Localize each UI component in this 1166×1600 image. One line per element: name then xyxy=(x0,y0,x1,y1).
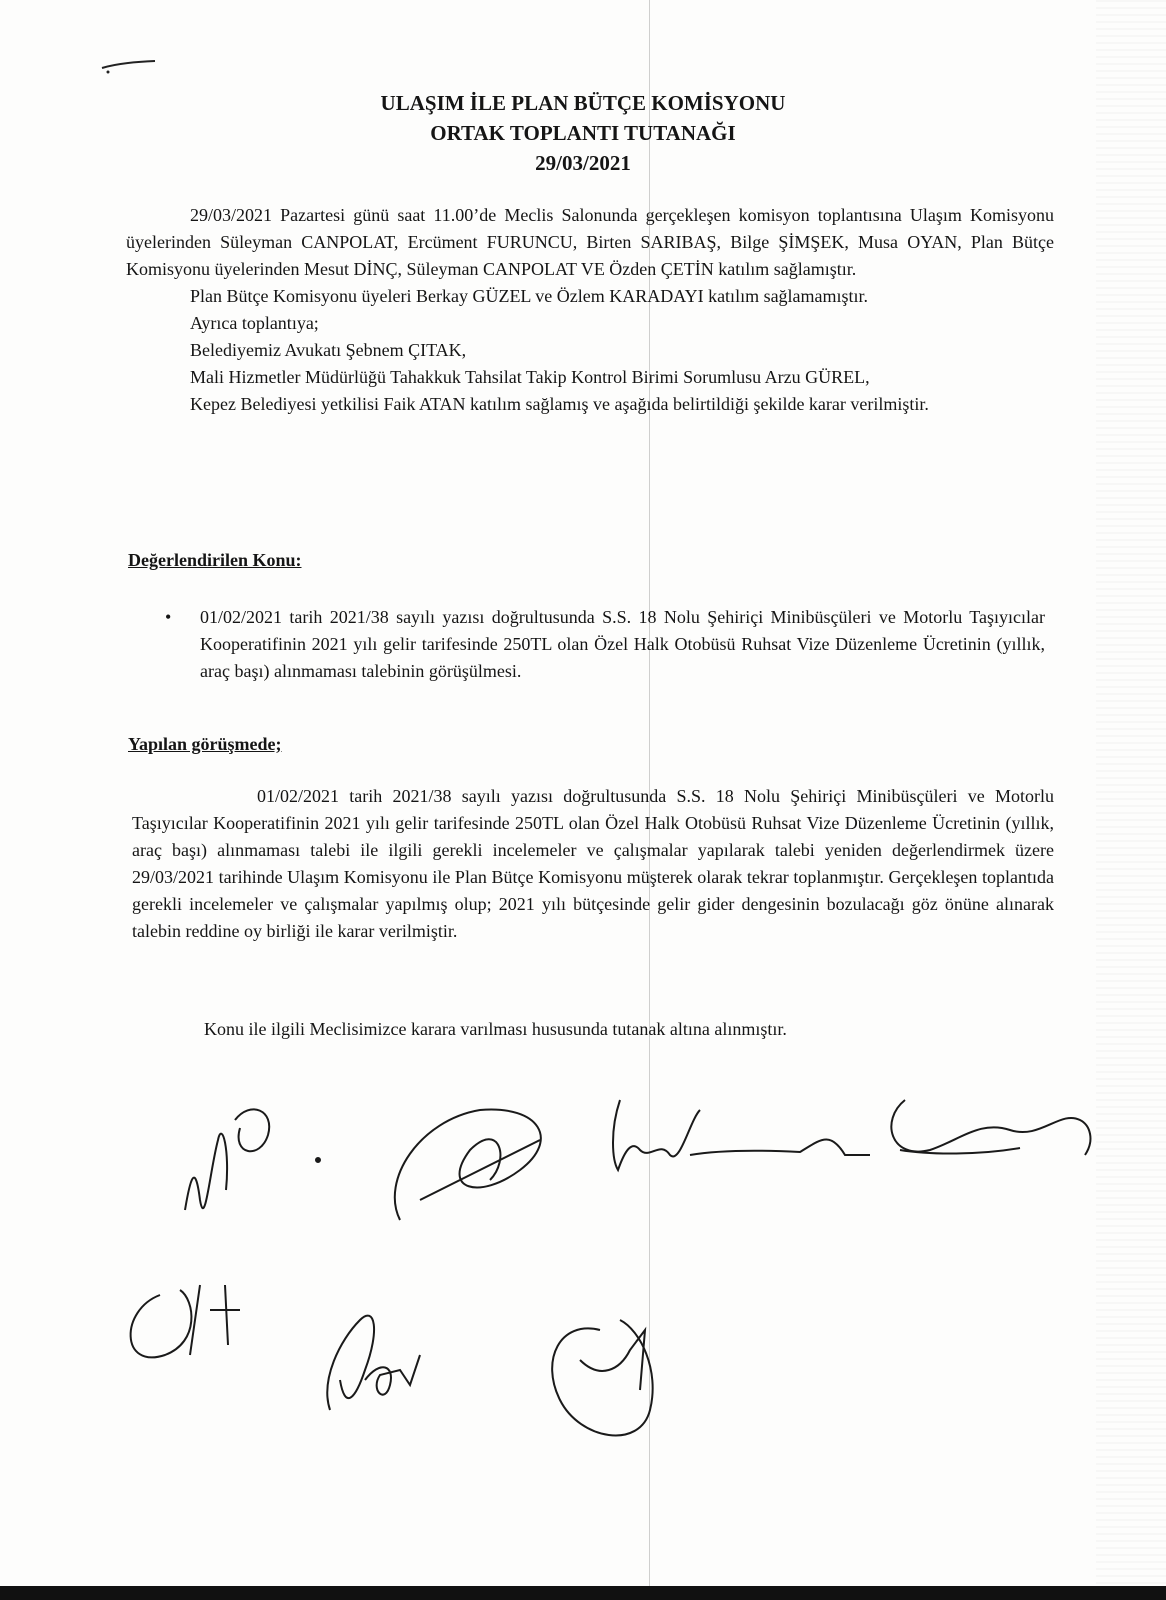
discussion-heading: Yapılan görüşmede; xyxy=(128,734,282,754)
corner-scribble-icon xyxy=(100,58,180,78)
signature-5-icon xyxy=(131,1285,240,1357)
document-header xyxy=(0,88,1166,178)
intro-paragraph-1: 29/03/2021 Pazartesi günü saat 11.00’de Meclis Salonunda gerçekleşen komisyon toplantısına Ulaşım Komisyonu üyelerinden Süleyman CANPOLAT, Ercüment FURUNCU, Birten SARIBAŞ, Bilge ŞİMŞEK, Musa OYAN, Plan Bütçe Komisyonu üyelerinden Mesut DİNÇ, Süleyman CANPOLAT VE Özden ÇETİN katılım sağlamıştır. xyxy=(126,205,1054,279)
intro-paragraph-6: Kepez Belediyesi yetkilisi Faik ATAN katılım sağlamış ve aşağıda belirtildiği şekilde karar verilmiştir. xyxy=(190,394,929,414)
topic-heading: Değerlendirilen Konu: xyxy=(128,550,302,570)
signature-6-icon xyxy=(327,1316,420,1410)
signature-3-icon xyxy=(613,1100,870,1170)
signature-2-icon xyxy=(395,1110,541,1220)
signature-4-icon xyxy=(891,1100,1090,1155)
header-title-line2: ORTAK TOPLANTI TUTANAĞI xyxy=(430,121,736,145)
signature-1-icon xyxy=(185,1109,320,1210)
topic-bullet-item xyxy=(165,604,1045,685)
topic-bullet-text: 01/02/2021 tarih 2021/38 sayılı yazısı doğrultusunda S.S. 18 Nolu Şehiriçi Minibüsçüleri ve Motorlu Taşıyıcılar Kooperatifinin 2021 yılı gelir tarifesinde 250TL olan Özel Halk Otobüsü Ruhsat Vize Düzenleme Ücretinin (yıllık, araç başı) alınmaması talebinin görüşülmesi. xyxy=(200,607,1045,681)
intro-paragraph-4: Belediyemiz Avukatı Şebnem ÇITAK, xyxy=(190,340,467,360)
intro-paragraph-3: Ayrıca toplantıya; xyxy=(190,313,319,333)
header-date: 29/03/2021 xyxy=(535,151,631,175)
intro-paragraph-5: Mali Hizmetler Müdürlüğü Tahakkuk Tahsilat Takip Kontrol Birimi Sorumlusu Arzu GÜREL, xyxy=(190,367,870,387)
header-title-line1: ULAŞIM İLE PLAN BÜTÇE KOMİSYONU xyxy=(380,91,786,115)
closing-statement: Konu ile ilgili Meclisimizce karara varılması hususunda tutanak altına alınmıştır. xyxy=(204,1019,787,1039)
intro-paragraph-2: Plan Bütçe Komisyonu üyeleri Berkay GÜZEL ve Özlem KARADAYI katılım sağlamamıştır. xyxy=(190,286,869,306)
signatures-area xyxy=(0,1080,1166,1500)
intro-section xyxy=(126,202,1054,418)
bullet-icon: • xyxy=(165,607,172,627)
signature-7-icon xyxy=(552,1320,653,1435)
scan-bottom-edge xyxy=(0,1586,1166,1600)
discussion-text: 01/02/2021 tarih 2021/38 sayılı yazısı doğrultusunda S.S. 18 Nolu Şehiriçi Minibüsçüleri ve Motorlu Taşıyıcılar Kooperatifinin 2021 yılı gelir tarifesinde 250TL olan Özel Halk Otobüsü Ruhsat Vize Düzenleme Ücretinin (yıllık, araç başı) alınmaması talebi ile ilgili gerekli incelemeler ve çalışmalar yapılarak talebi yeniden değerlendirmek üzere 29/03/2021 tarihinde Ulaşım Komisyonu ile Plan Bütçe Komisyonu müşterek olarak tekrar toplanmıştır. Gerçekleşen toplantıda gerekli incelemeler ve çalışmalar yapılmış olup; 2021 yılı bütçesinde gelir gider dengesinin bozulacağı göz önüne alınarak talebin reddine oy birliği ile karar verilmiştir. xyxy=(132,786,1054,941)
